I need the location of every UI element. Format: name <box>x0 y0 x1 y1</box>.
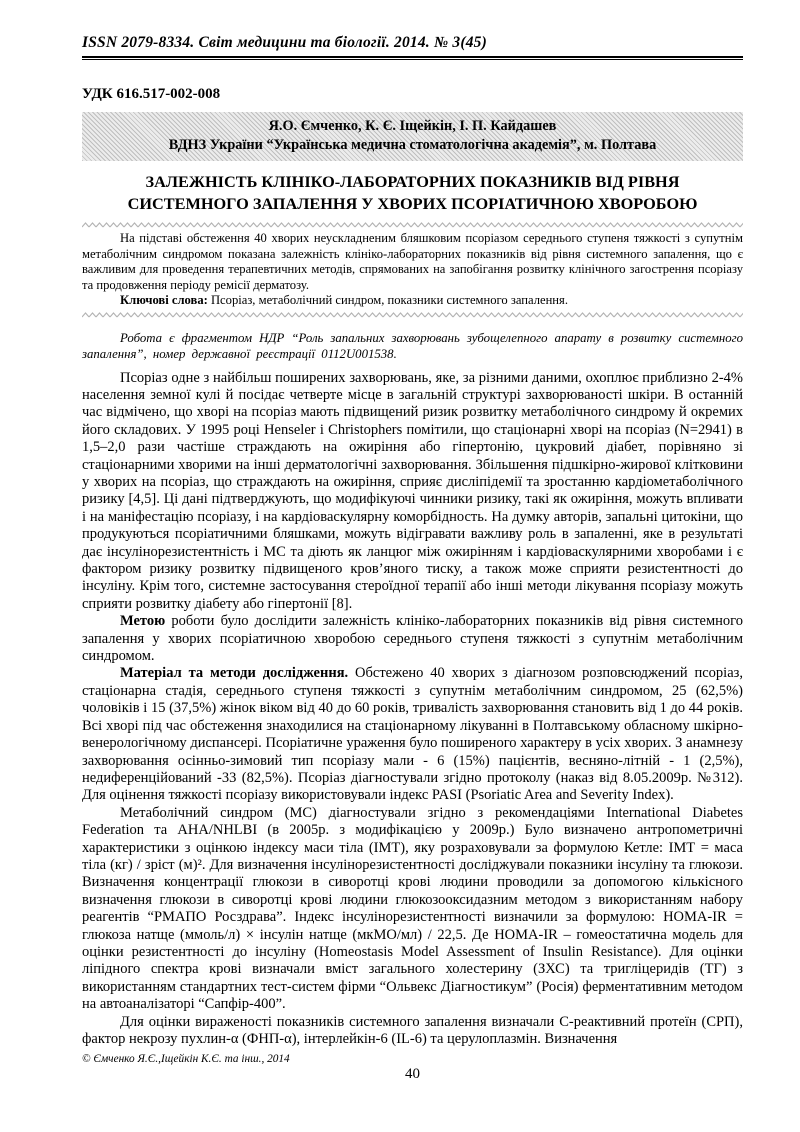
article-title-line1: ЗАЛЕЖНІСТЬ КЛІНІКО-ЛАБОРАТОРНИХ ПОКАЗНИКІВ ВІД РІВНЯ <box>145 172 680 191</box>
keywords-label: Ключові слова: <box>120 293 208 308</box>
page-footer <box>82 1053 743 1083</box>
abstract-block <box>82 231 743 309</box>
zigzag-divider-bottom <box>82 312 743 318</box>
article-body <box>82 370 743 1049</box>
authors-box <box>82 112 743 161</box>
abstract-text: На підставі обстеження 40 хворих неускладненим бляшковим псоріазом середнього ступеня тяжкості з супутнім метаболічним синдромом показана залежність клініко-лабораторних показників від рівня системного запалення, що є важливим для проведення терапевтичних методів, спрямованих на запобігання розвитку клінічного загострення псоріазу та продовження періоду ремісії дерматозу. <box>82 231 743 292</box>
footer-copyright: © Ємченко Я.Є.,Іщейкін К.Є. та інш., 2014 <box>82 1053 290 1066</box>
article-title <box>82 171 743 214</box>
paragraph-methods-lead: Матеріал та методи дослідження. <box>120 665 349 682</box>
paragraph-metabolic-syndrome: Метаболічний синдром (МС) діагностували згідно з рекомендаціями International Diabetes Federation та AHA/NHLBI (в 2005р. з модифікацією у 2009р.) Було визначено антропометричні характеристики з оцінкою індексу маси тіла (ІМТ), яку розраховували за формулою Кетле: ІМТ = маса тіла (кг) / зріст (м)². Для визначення інсулінорезистентності досліджували показники інсуліну та глюкози. Визначення концентрації глюкози в сиворотці крові людини проводили за допомогою кількісного визначення глюкози в сиворотці крові людини глюкозооксидазним методом з використанням набору реагентів “РМАПО Росздрава”. Індекс інсулінорезистентності визначили за формулою: HOMA-IR = глюкоза натще (ммоль/л) × інсулін натще (мкМО/мл) / 22,5. Де HOMA-IR – гомеостатична модель для оцінки резистентності до інсуліну (Homeostasis Model Assessment of Insulin Resistance). Для оцінки ліпідного спектра крові визначали вміст загального холестерину (ЗХС) та тригліцеридів (ТГ) з використанням стандартних тест-систем фірми “Ольвекс Діагностикум” (Росія) ферментативним методом на автоаналізаторі “Сапфір-400”. <box>82 804 743 1013</box>
authors-line: Я.О. Ємченко, К. Є. Іщейкін, І. П. Кайдашев <box>268 118 557 134</box>
ndr-note: Робота є фрагментом НДР “Роль запальних захворювань зубощелепного апарату в розвитку системного запалення”, номер державної реєстрації 0112U001538. <box>82 330 743 362</box>
keywords-line <box>82 293 743 309</box>
zigzag-divider-top <box>82 222 743 228</box>
journal-header: ISSN 2079-8334. Світ медицини та біології. 2014. № 3(45) <box>82 34 487 51</box>
paragraph-aim-lead: Метою <box>120 613 166 630</box>
header-rule <box>82 56 743 60</box>
paragraph-aim <box>82 613 743 665</box>
paragraph-methods <box>82 665 743 804</box>
page-number: 40 <box>405 1066 420 1083</box>
paragraph-aim-text: роботи було дослідити залежність клініко-лабораторних показників від рівня системного запалення у хворих псоріатичною хворобою середнього ступеня тяжкості з супутнім метаболічним синдромом. <box>82 613 743 665</box>
article-title-line2: СИСТЕМНОГО ЗАПАЛЕННЯ У ХВОРИХ ПСОРІАТИЧНОЮ ХВОРОБОЮ <box>127 193 698 213</box>
udc-code: УДК 616.517-002-008 <box>82 86 221 102</box>
paragraph-methods-text: Обстежено 40 хворих з діагнозом розповсюджений псоріаз, стаціонарна стадія, середнього ступеня тяжкості з супутнім метаболічним синдромом, 25 (62,5%) чоловіків і 15 (37,5%) жінок віком від 40 до 60 років, тривалість захворювання становить від 1 до 44 років. Всі хворі під час обстеження знаходилися на стаціонарному лікуванні в Полтавському обласному шкірно-венерологічному диспансері. Псоріатичне ураження було поширеного характеру в усіх хворих. З анамнезу захворювання осінньо-зимовий тип псоріазу мали - 6 (15%) пацієнтів, весняно-літній - 1 (2,5%), недиференційований -33 (82,5%). Псоріаз діагностували згідно протоколу (наказ від 8.05.2009р. №312). Для оцінення тяжкості псоріазу використовували індекс PASI (Psoriatic Area and Severity Index). <box>82 665 744 804</box>
paragraph-inflammation-markers: Для оцінки вираженості показників системного запалення визначали С-реактивний протеїн (СРП), фактор некрозу пухлин-α (ФНП-α), інтерлейкін-6 (IL-6) та церулоплазмін. Визначення <box>82 1013 743 1047</box>
keywords-text: Псоріаз, метаболічний синдром, показники системного запалення. <box>207 293 568 308</box>
paragraph-intro: Псоріаз одне з найбільш поширених захворювань, яке, за різними даними, охоплює приблизно 2-4% населення земної кулі й посідає четверте місце в загальній структурі захворюваності шкіри. В останній час відмічено, що хворі на псоріаз мають підвищений ризик розвитку метаболічного синдрому й окремих його складових. У 1995 році Henseler і Christophers помітили, що стаціонарні хворі на псоріаз (N=2941) в 1,5–2,0 рази частіше страждають на ожиріння або гіпертонію, цукровий діабет, порівняно зі стаціонарними хворими на інші дерматологічні захворювання. Збільшення підшкірно-жирової клітковини у хворих на псоріаз, що страждають на ожиріння, сприяє дисліпідемії та зростанню кардіометаболічного ризику [4,5]. Ці дані підтверджують, що модифікуючі чинники ризику, такі як ожиріння, можуть впливати і на маніфестацію псоріазу, і на кардіоваскулярну коморбідность. На думку авторів, запальні цитокіни, що продукуються псоріатичними бляшками, можуть відігравати важливу роль в запаленні, яке в результаті дає інсулінорезистентність і МС та діють як ланцюг між ожирінням і кардіоваскулярними хворобами і є фактором ризику розвитку підвищеного кров’яного тиску, а також може сприяти резистентності до інсуліну. Крім того, системне застосування стероїдної терапії або інші методи лікування псоріазу можуть сприяти розвитку діабету або гіпертонії [8]. <box>82 369 743 612</box>
affiliation-line: ВДНЗ України “Українська медична стоматологічна академія”, м. Полтава <box>168 136 657 153</box>
